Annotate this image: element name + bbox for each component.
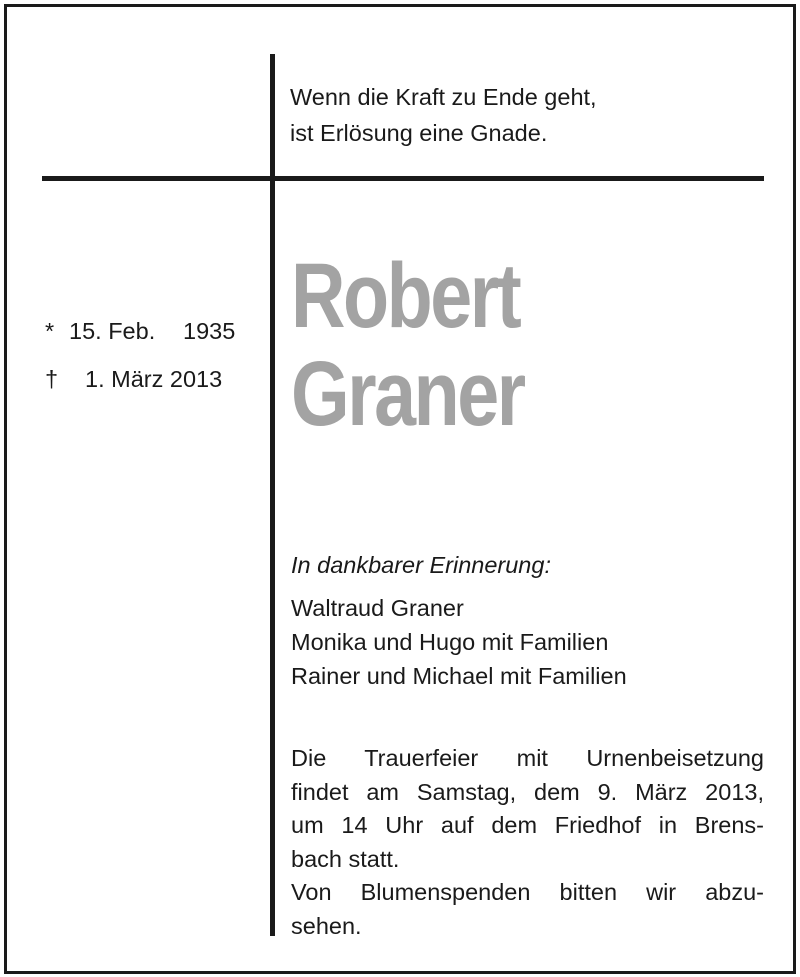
obituary-frame (4, 4, 796, 974)
notice-line: sehen. (291, 912, 362, 939)
notice-line: bach statt. (291, 845, 400, 872)
motto-line-1: Wenn die Kraft zu Ende geht, (290, 84, 597, 110)
cross-horizontal-bar (42, 176, 764, 181)
birth-star-icon: * (45, 318, 55, 344)
family-list (291, 591, 627, 693)
family-member: Waltraud Graner (291, 595, 464, 621)
remembrance-heading: In dankbarer Erinnerung: (291, 552, 551, 578)
birth-day-month: 15. Feb. (69, 318, 156, 344)
motto-line-2: ist Erlösung eine Gnade. (290, 120, 548, 146)
notice-line: Von Blumenspenden bitten wir abzu- (291, 879, 764, 905)
death-date: 1. März 2013 (85, 366, 223, 392)
birth-year: 1935 (183, 318, 236, 344)
notice-line: Die Trauerfeier mit Urnenbeisetzung (291, 745, 764, 771)
notice-line: findet am Samstag, dem 9. März 2013, (291, 778, 764, 805)
notice-line: um 14 Uhr auf dem Friedhof in Brens- (291, 812, 764, 838)
deceased-name (291, 247, 524, 443)
funeral-notice (291, 742, 764, 943)
last-name: Graner (291, 343, 524, 445)
death-dagger-icon: † (45, 366, 59, 392)
motto (290, 79, 597, 151)
cross-vertical-bar (270, 54, 275, 936)
family-member: Monika und Hugo mit Familien (291, 629, 609, 655)
family-member: Rainer und Michael mit Familien (291, 663, 627, 689)
first-name: Robert (291, 245, 520, 347)
